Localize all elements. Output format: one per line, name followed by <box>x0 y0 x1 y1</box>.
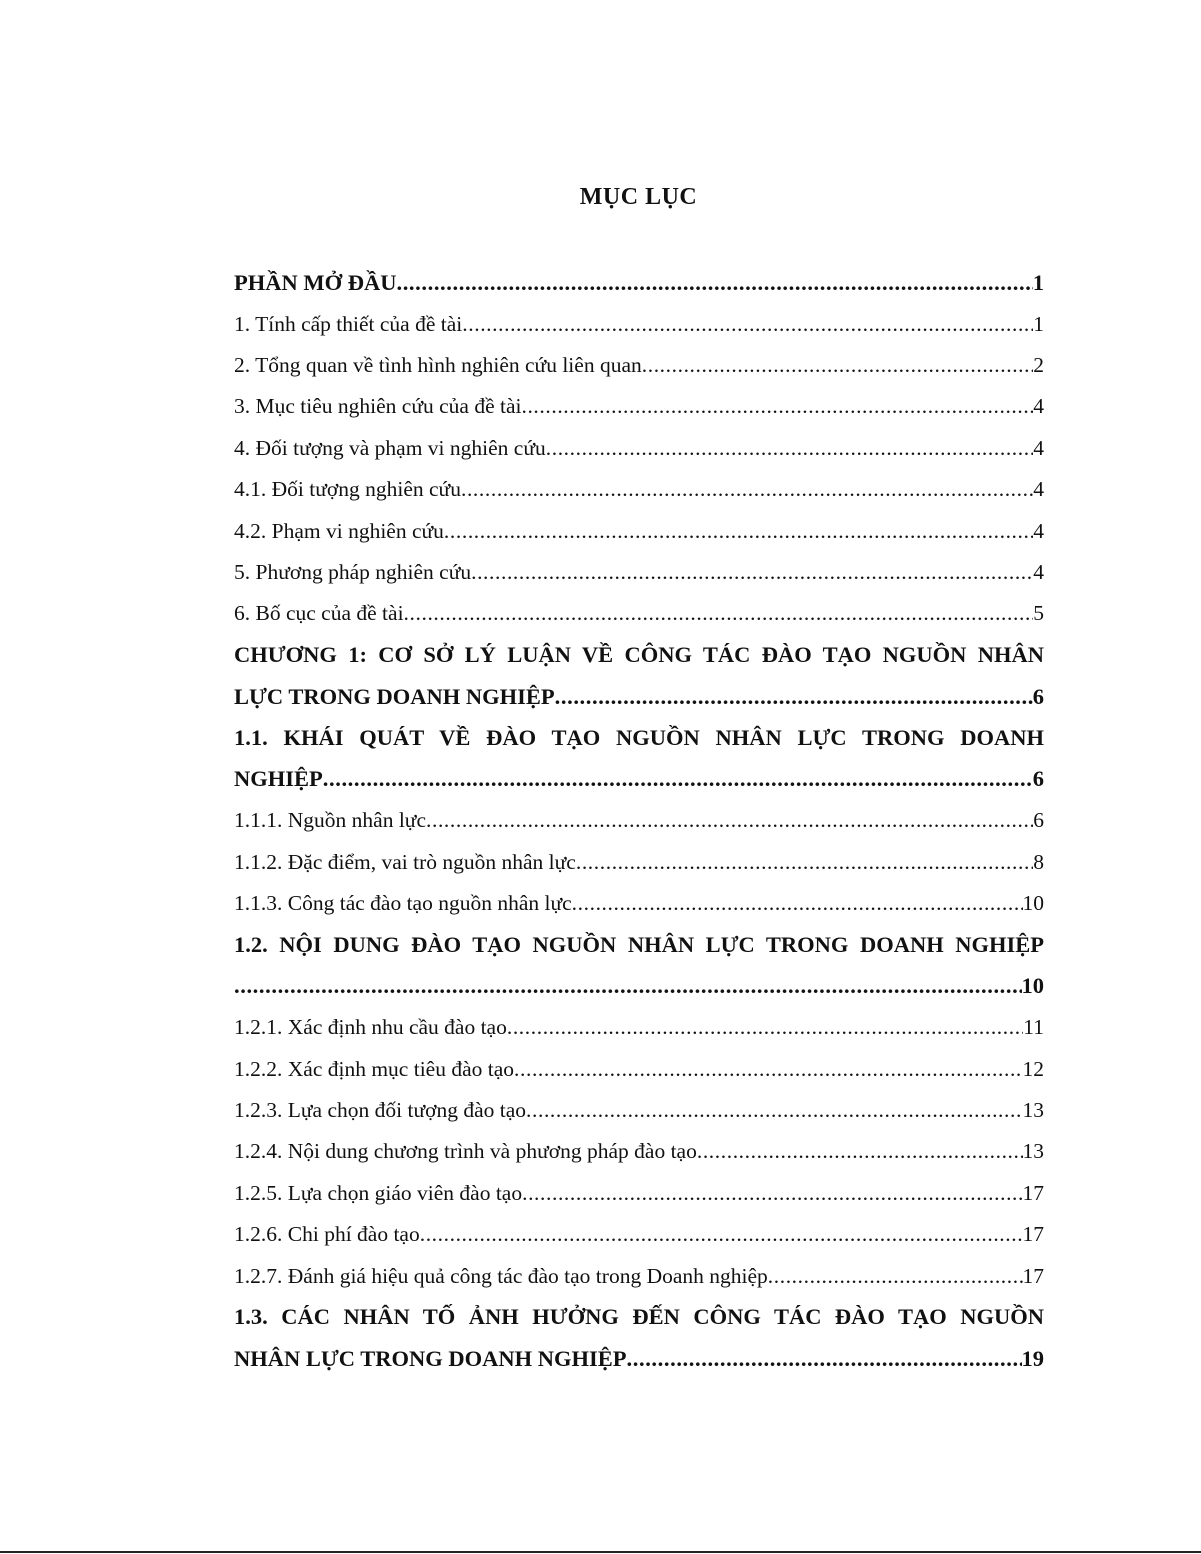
toc-entry-page: 4 <box>1033 477 1044 502</box>
toc-dot-leader <box>507 1015 1023 1040</box>
toc-entry <box>234 1007 1044 1048</box>
toc-entry <box>234 800 1044 841</box>
toc-entry <box>234 593 1044 634</box>
toc-dot-leader <box>462 312 1033 337</box>
toc-entry-page: 10 <box>1022 891 1044 916</box>
toc-entry-title: 1.2.6. Chi phí đào tạo <box>234 1222 420 1247</box>
toc-dot-leader <box>576 850 1033 875</box>
table-of-contents <box>234 262 1044 1380</box>
toc-dot-leader <box>323 766 1033 792</box>
toc-entry-page: 12 <box>1022 1056 1044 1081</box>
toc-entry-title: 4. Đối tượng và phạm vi nghiên cứu <box>234 435 546 460</box>
toc-entry-page: 17 <box>1022 1180 1044 1205</box>
toc-dot-leader <box>627 1346 1022 1372</box>
toc-entry-title: 1.2.7. Đánh giá hiệu quả công tác đào tạo trong Doanh nghiệp <box>234 1263 768 1288</box>
toc-entry-page: 11 <box>1023 1015 1044 1040</box>
toc-entry-page: 4 <box>1033 518 1044 543</box>
toc-entry-page: 8 <box>1033 849 1044 874</box>
toc-dot-leader <box>521 394 1033 419</box>
toc-dot-leader <box>426 808 1033 833</box>
toc-entry-title: 1. Tính cấp thiết của đề tài <box>234 311 463 336</box>
toc-entry-title: 2. Tổng quan về tình hình nghiên cứu liên quan <box>234 352 642 377</box>
bottom-rule <box>0 1551 1201 1553</box>
page-title: MỤC LỤC <box>579 184 698 210</box>
toc-dot-leader <box>546 436 1034 461</box>
toc-entry-title: 6. Bố cục của đề tài <box>234 601 404 626</box>
toc-dot-leader <box>526 1098 1022 1123</box>
toc-entry-page: 17 <box>1022 1222 1044 1247</box>
toc-entry <box>234 841 1044 882</box>
toc-dot-leader <box>396 270 1032 296</box>
toc-entry-title: 1.2.2. Xác định mục tiêu đào tạo <box>234 1056 515 1081</box>
toc-dot-leader <box>697 1139 1023 1164</box>
toc-entry-title: 4.2. Phạm vi nghiên cứu <box>234 518 444 543</box>
toc-entry-title: PHẦN MỞ ĐẦU <box>234 269 397 295</box>
toc-entry <box>234 1255 1044 1296</box>
toc-entry-title: 1.1.2. Đặc điểm, vai trò nguồn nhân lực <box>234 849 576 874</box>
toc-entry-page: 4 <box>1033 559 1044 584</box>
toc-entry-page: 6 <box>1033 808 1044 833</box>
toc-entry-page: 13 <box>1022 1098 1044 1122</box>
toc-dot-leader <box>234 973 1022 999</box>
toc-entry-title: 1.2.4. Nội dung chương trình và phương pháp đào tạo <box>234 1139 697 1164</box>
toc-entry-page: 1 <box>1032 269 1044 295</box>
toc-entry <box>234 345 1044 386</box>
toc-entry <box>234 1090 1044 1131</box>
toc-entry <box>234 1048 1044 1089</box>
toc-entry <box>234 635 1044 676</box>
toc-entry-title: 1.2.5. Lựa chọn giáo viên đào tạo <box>234 1180 523 1205</box>
toc-entry <box>234 262 1044 303</box>
toc-entry <box>234 1297 1044 1338</box>
toc-entry <box>234 759 1044 800</box>
toc-entry-title: CHƯƠNG 1: CƠ SỞ LÝ LUẬN VỀ CÔNG TÁC ĐÀO TẠO NGUỒN NHÂN <box>234 642 1044 668</box>
toc-dot-leader <box>404 601 1034 626</box>
toc-entry-page: 4 <box>1033 435 1044 460</box>
toc-entry-page: 13 <box>1022 1139 1044 1164</box>
toc-dot-leader <box>555 684 1033 710</box>
toc-entry-page: 6 <box>1032 766 1044 792</box>
toc-entry <box>234 966 1044 1007</box>
toc-entry <box>234 924 1044 965</box>
toc-entry <box>234 1173 1044 1214</box>
toc-entry-page: 17 <box>1022 1263 1044 1288</box>
toc-entry-title: NHÂN LỰC TRONG DOANH NGHIỆP <box>234 1345 627 1371</box>
toc-entry <box>234 676 1044 717</box>
toc-entry <box>234 717 1044 758</box>
toc-dot-leader <box>471 560 1033 585</box>
toc-entry <box>234 552 1044 593</box>
toc-entry-title: 1.1.3. Công tác đào tạo nguồn nhân lực <box>234 891 572 916</box>
toc-dot-leader <box>420 1222 1023 1247</box>
toc-entry-title: 1.2.1. Xác định nhu cầu đào tạo <box>234 1015 507 1040</box>
toc-entry-page: 19 <box>1021 1345 1044 1371</box>
toc-entry <box>234 1214 1044 1255</box>
toc-entry <box>234 1338 1044 1379</box>
toc-entry <box>234 469 1044 510</box>
toc-dot-leader <box>572 891 1023 916</box>
toc-dot-leader <box>461 477 1033 502</box>
toc-dot-leader <box>522 1181 1022 1206</box>
toc-dot-leader <box>514 1057 1022 1082</box>
toc-entry-page: 5 <box>1033 601 1044 626</box>
toc-entry-title: 1.1.1. Nguồn nhân lực <box>234 808 426 833</box>
toc-entry <box>234 1131 1044 1172</box>
toc-entry <box>234 883 1044 924</box>
toc-entry-page: 1 <box>1033 311 1044 336</box>
toc-entry <box>234 428 1044 469</box>
toc-entry-title: 1.3. CÁC NHÂN TỐ ẢNH HƯỞNG ĐẾN CÔNG TÁC ĐÀO TẠO NGUỒN <box>234 1304 1044 1330</box>
toc-entry-title: 1.2.3. Lựa chọn đối tượng đào tạo <box>234 1098 527 1122</box>
toc-entry <box>234 386 1044 427</box>
toc-entry-title: 5. Phương pháp nghiên cứu <box>234 559 472 584</box>
toc-dot-leader <box>642 353 1034 378</box>
toc-entry-title: 3. Mục tiêu nghiên cứu của đề tài <box>234 394 522 419</box>
toc-entry-title: 1.2. NỘI DUNG ĐÀO TẠO NGUỒN NHÂN LỰC TRONG DOANH NGHIỆP <box>234 931 1044 957</box>
toc-entry-title: LỰC TRONG DOANH NGHIỆP <box>234 683 555 709</box>
toc-dot-leader <box>444 519 1033 544</box>
toc-entry-page: 6 <box>1032 683 1044 709</box>
toc-dot-leader <box>768 1264 1023 1289</box>
toc-entry-page: 10 <box>1021 973 1044 999</box>
toc-entry-page: 4 <box>1033 394 1044 419</box>
toc-entry-title: 1.1. KHÁI QUÁT VỀ ĐÀO TẠO NGUỒN NHÂN LỰC TRONG DOANH <box>234 724 1044 750</box>
toc-entry-page: 2 <box>1033 352 1044 377</box>
toc-entry <box>234 303 1044 344</box>
toc-entry-title: NGHIỆP <box>234 766 323 792</box>
toc-entry <box>234 510 1044 551</box>
toc-entry-title: 4.1. Đối tượng nghiên cứu <box>234 477 461 502</box>
